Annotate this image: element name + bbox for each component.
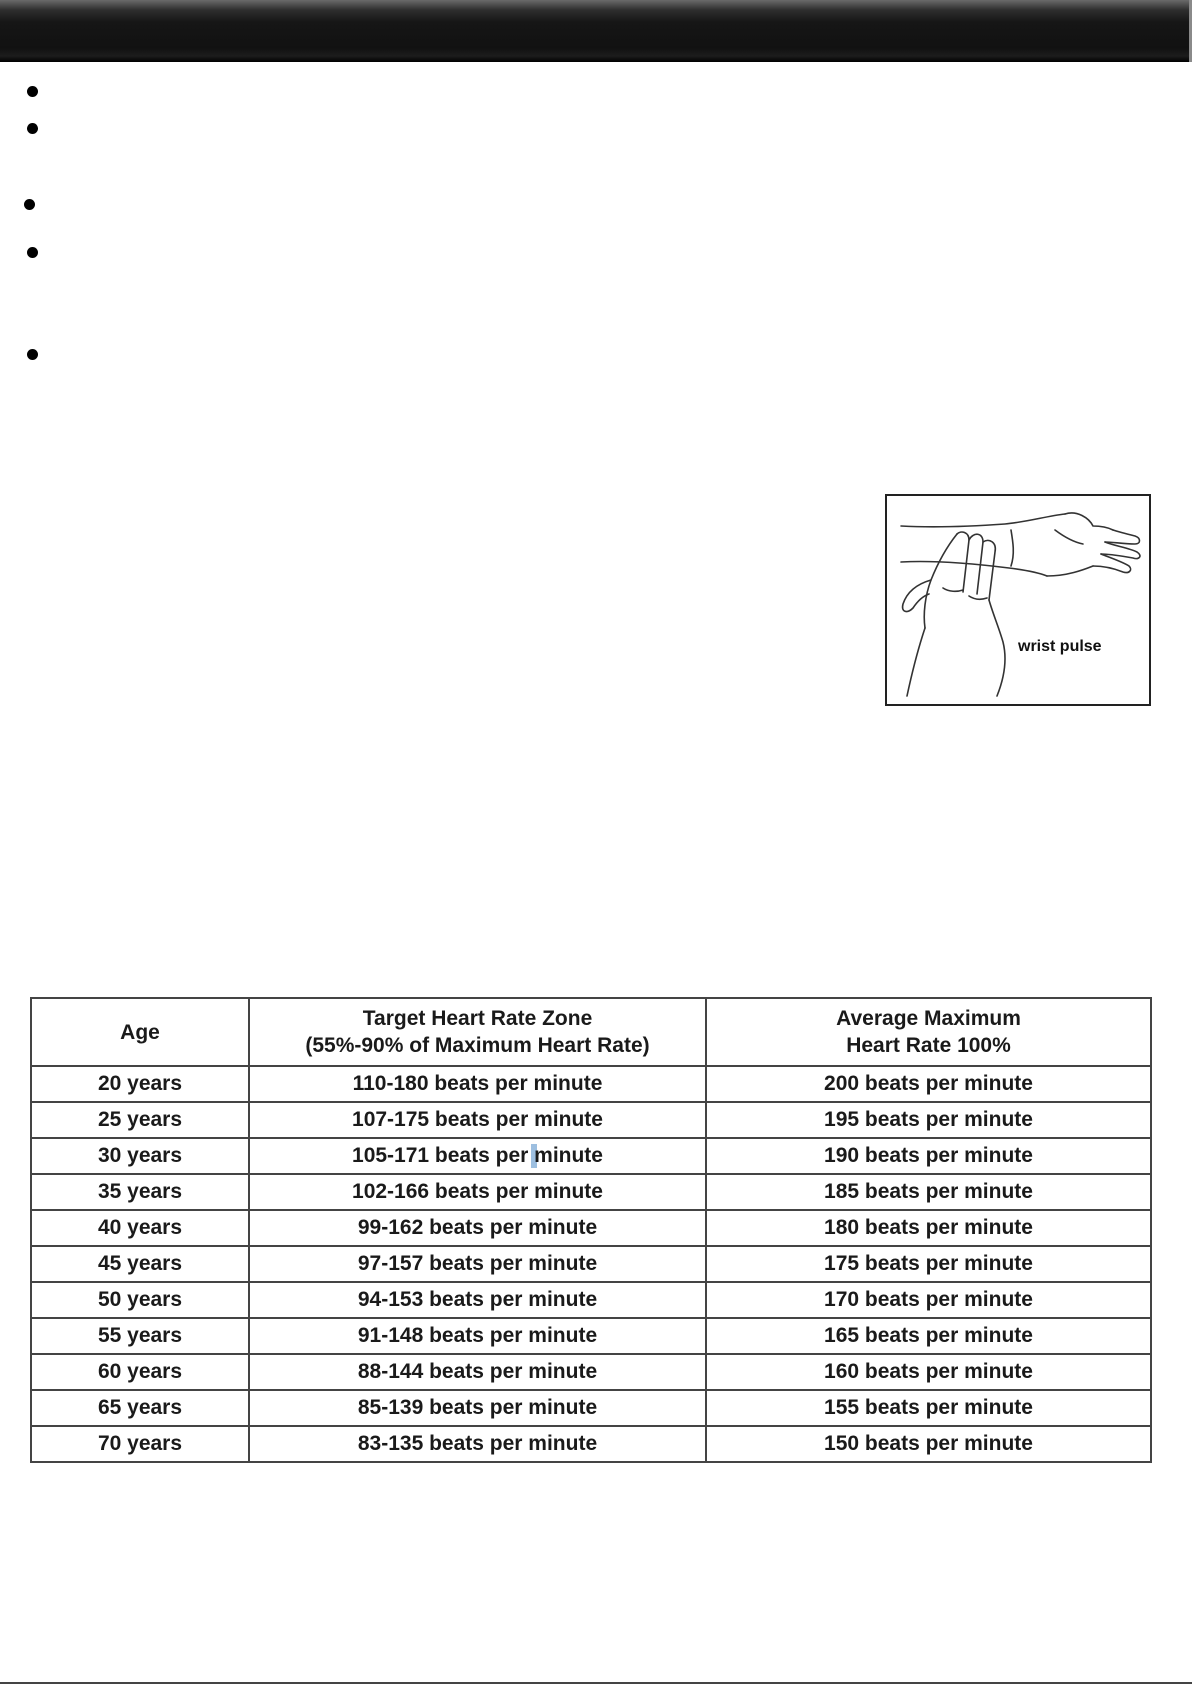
max-rate-cell: 160 beats per minute (706, 1354, 1151, 1390)
table-row (31, 1426, 1151, 1462)
target-zone-cell: 88-144 beats per minute (249, 1354, 706, 1390)
table-row (31, 1318, 1151, 1354)
wrist-pulse-figure (885, 494, 1151, 706)
target-zone-cell: 83-135 beats per minute (249, 1426, 706, 1462)
target-zone-cell: 85-139 beats per minute (249, 1390, 706, 1426)
table-row (31, 1174, 1151, 1210)
table-row (31, 1354, 1151, 1390)
footer-rule (0, 1682, 1192, 1684)
page-header-bar (0, 0, 1192, 62)
max-rate-cell: 185 beats per minute (706, 1174, 1151, 1210)
max-rate-cell: 180 beats per minute (706, 1210, 1151, 1246)
bullet-point-2 (27, 123, 38, 134)
age-cell: 70 years (31, 1426, 249, 1462)
age-cell: 60 years (31, 1354, 249, 1390)
column-header-target-zone: Target Heart Rate Zone (55%-90% of Maximum Heart Rate) (249, 998, 706, 1066)
table-row (31, 1138, 1151, 1174)
age-cell: 20 years (31, 1066, 249, 1102)
age-cell: 45 years (31, 1246, 249, 1282)
bullet-point-4 (27, 247, 38, 258)
table-row (31, 1282, 1151, 1318)
wrist-pulse-illustration (887, 496, 1149, 704)
age-cell: 25 years (31, 1102, 249, 1138)
column-header-age: Age (31, 998, 249, 1066)
target-zone-cell: 102-166 beats per minute (249, 1174, 706, 1210)
table-row (31, 1390, 1151, 1426)
age-cell: 55 years (31, 1318, 249, 1354)
target-zone-cell: 99-162 beats per minute (249, 1210, 706, 1246)
table-row (31, 1066, 1151, 1102)
bullet-point-1 (27, 86, 38, 97)
age-cell: 35 years (31, 1174, 249, 1210)
target-zone-cell: 110-180 beats per minute (249, 1066, 706, 1102)
column-header-max-rate: Average Maximum Heart Rate 100% (706, 998, 1151, 1066)
target-zone-cell: 97-157 beats per minute (249, 1246, 706, 1282)
age-cell: 50 years (31, 1282, 249, 1318)
table-row (31, 1210, 1151, 1246)
bullet-point-3 (24, 199, 35, 210)
target-zone-cell: 107-175 beats per minute (249, 1102, 706, 1138)
bullet-point-5 (27, 349, 38, 360)
age-cell: 40 years (31, 1210, 249, 1246)
max-rate-cell: 195 beats per minute (706, 1102, 1151, 1138)
table-row (31, 1102, 1151, 1138)
max-rate-cell: 200 beats per minute (706, 1066, 1151, 1102)
max-rate-cell: 155 beats per minute (706, 1390, 1151, 1426)
max-rate-cell: 175 beats per minute (706, 1246, 1151, 1282)
target-zone-cell (249, 1138, 706, 1174)
figure-caption: wrist pulse (1018, 638, 1102, 655)
target-zone-cell: 91-148 beats per minute (249, 1318, 706, 1354)
target-zone-cell: 94-153 beats per minute (249, 1282, 706, 1318)
table-header-row (31, 998, 1151, 1066)
max-rate-cell: 165 beats per minute (706, 1318, 1151, 1354)
age-cell: 65 years (31, 1390, 249, 1426)
age-cell: 30 years (31, 1138, 249, 1174)
max-rate-cell: 150 beats per minute (706, 1426, 1151, 1462)
target-zone-text-part-1: 105-171 beats per (352, 1143, 529, 1167)
max-rate-cell: 190 beats per minute (706, 1138, 1151, 1174)
max-rate-cell: 170 beats per minute (706, 1282, 1151, 1318)
heart-rate-table (30, 997, 1152, 1463)
target-zone-text-part-2: minute (534, 1143, 603, 1167)
table-row (31, 1246, 1151, 1282)
